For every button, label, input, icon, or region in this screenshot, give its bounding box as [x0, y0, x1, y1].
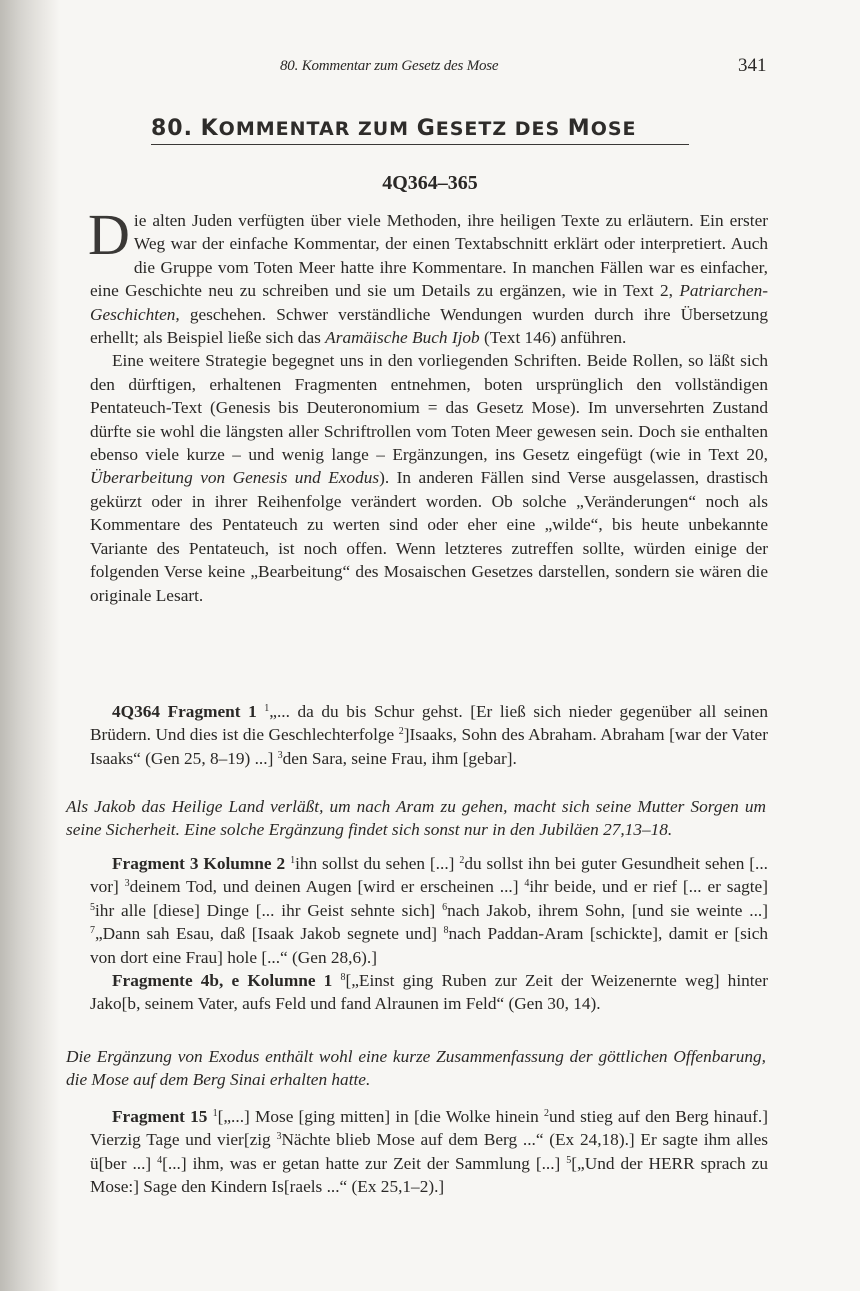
cross-reference-title: Patriarchen-Geschichten,: [90, 281, 768, 324]
running-head: 80. Kommentar zum Gesetz des Mose: [280, 58, 499, 74]
chapter-number: 80.: [151, 116, 193, 141]
chapter-title: 80. KOMMENTAR ZUM GESETZ DES MOSE: [151, 116, 689, 145]
fragment-15: Fragment 15 $^1$[„...] Mose [ging mitten] in [die Wolke hinein $^2$und stieg auf den Berg hinauf.] Vierzig Tage und vier[zig $^3$Nächte blieb Mose auf dem Berg ...“ (Ex 24,18).] Er sagte ihm alles ü[ber ...] $^4$[...] ihm, was er getan hatte zur Zeit der Sammlung [...] $^5$[„Und der HERR sprach zu Mose:] Sage den Kindern Is[raels ...“ (Ex 25,1–2).]: [90, 1107, 769, 1197]
line-number: 8: [340, 972, 346, 984]
line-number: 5: [90, 901, 95, 913]
fragment-4: Fragmente 4b, e Kolumne 1 $^8$[„Einst ging Ruben zur Zeit der Weizenernte weg] hinter Jako[b, seinem Vater, aufs Feld und fand Alraunen im Feld“ (Gen 30, 14).: [90, 971, 768, 1014]
manuscript-siglum: 4Q364–365: [382, 172, 478, 194]
line-number: 2: [398, 726, 404, 738]
line-number: 3: [124, 878, 130, 890]
fragment-label: Fragment 15: [112, 1107, 208, 1126]
fragment-label: Fragment 3 Kolumne 2: [112, 854, 286, 873]
line-number: 1: [264, 703, 270, 714]
line-number: 3: [276, 1131, 282, 1143]
fragment-3: Fragment 3 Kolumne 2 $^1$ihn sollst du sehen [...] $^2$du sollst ihn bei guter Gesundheit sehen [... vor] $^3$deinem Tod, und deinen Augen [wird er erscheinen ...] $^4$ihr beide, und er rief [... er sagte] $^5$ihr alle [diese] Dinge [... ihr Geist sehnte sich] $^6$nach Jakob, ihrem Sohn, [und sie weinte ...] $^7$„Dann sah Esau, daß [Isaak Jakob segnete und] $^8$nach Paddan-Aram [schickte], damit er [sich von dort eine Frau] hole [...“ (Gen 28,6).]: [90, 854, 769, 967]
introduction: [88, 202, 768, 607]
line-number: 3: [277, 749, 283, 761]
cross-reference-title: Überarbeitung von Genesis und Exodus: [90, 468, 380, 488]
line-number: 7: [90, 925, 95, 937]
line-number: 4: [157, 1154, 163, 1166]
editorial-note-1: Als Jakob das Heilige Land verläßt, um nach Aram zu gehen, macht sich seine Mutter Sorgen um seine Sicherheit. Eine solche Ergänzung findet sich sonst nur in den Jubiläen 27,13–18.: [66, 797, 766, 840]
drop-cap: D: [88, 202, 130, 267]
line-number: 6: [442, 901, 448, 913]
fragment-3-and-4: [90, 852, 768, 1016]
line-number: 2: [543, 1108, 549, 1119]
fragment-label: 4Q364 Fragment 1: [112, 702, 257, 721]
intro-paragraph-2: Eine weitere Strategie begegnet uns in den vorliegenden Schriften. Beide Rollen, so läßt sich den dürftigen, erhaltenen Fragmenten entnehmen, boten ursprünglich den vollständigen Pentateuch-Text (Genesis bis Deuteronomium = das Gesetz Mose). Im unversehrten Zustand dürfte sie wohl die längsten aller Schriftrollen vom Toten Meer gewesen sein. Doch sie enthalten ebenso viele kurze – und wenig lange – Ergänzungen, ins Gesetz eingefügt (wie in Text 20, Überarbeitung von Genesis und Exodus). In anderen Fällen sind Verse ausgelassen, drastisch gekürzt oder in ihrer Reihenfolge verändert worden. Ob solche „Veränderungen“ noch als Kommentare des Pentateuch zu werten sind oder eher eine „wilde“, bis heute unbekannte Variante des Pentateuch, ist noch offen. Wenn letzteres zutreffen sollte, würden einige der folgenden Verse keine „Bearbeitung“ des Mosaischen Gesetzes darstellen, sondern sie wären die originale Lesart.: [90, 351, 768, 605]
line-number: 4: [524, 878, 530, 890]
fragment-label: Fragmente 4b, e Kolumne 1: [112, 971, 333, 991]
line-number: 1: [290, 855, 296, 866]
intro-paragraph-1: Die alten Juden verfügten über viele Methoden, ihre heiligen Texte zu erläutern. Ein erster Weg war der einfache Kommentar, der einen Textabschnitt erklärt oder interpretiert. Auch die Gruppe vom Toten Meer hatte ihre Kommentare. In manchen Fällen war es einfacher, eine Geschichte neu zu schreiben und sie um Details zu ergänzen, wie in Text 2, Patriarchen-Geschichten, geschehen. Schwer verständliche Wendungen wurden durch ihre Übersetzung erhellt; als Beispiel ließe sich das Aramäische Buch Ijob (Text 146) anführen.: [88, 202, 768, 348]
fragment-1: 4Q364 Fragment 1 $^1$„... da du bis Schur gehst. [Er ließ sich nieder gegenüber all seinen Brüdern. Und dies ist die Geschlechterfolge $^2$]Isaaks, Sohn des Abraham. Abraham [war der Vater Isaaks“ (Gen 25, 8–19) ...] $^3$den Sara, seine Frau, ihm [gebar].: [90, 702, 768, 768]
editorial-note-2: Die Ergänzung von Exodus enthält wohl eine kurze Zusammenfassung der göttlichen Offenbarung, die Mose auf dem Berg Sinai erhalten hatte.: [66, 1047, 766, 1090]
line-number: 1: [212, 1108, 218, 1119]
page-number: 341: [738, 55, 767, 76]
line-number: 5: [566, 1154, 572, 1166]
line-number: 8: [443, 925, 449, 937]
line-number: 2: [459, 855, 465, 866]
cross-reference-title: Aramäische Buch Ijob: [325, 328, 480, 348]
